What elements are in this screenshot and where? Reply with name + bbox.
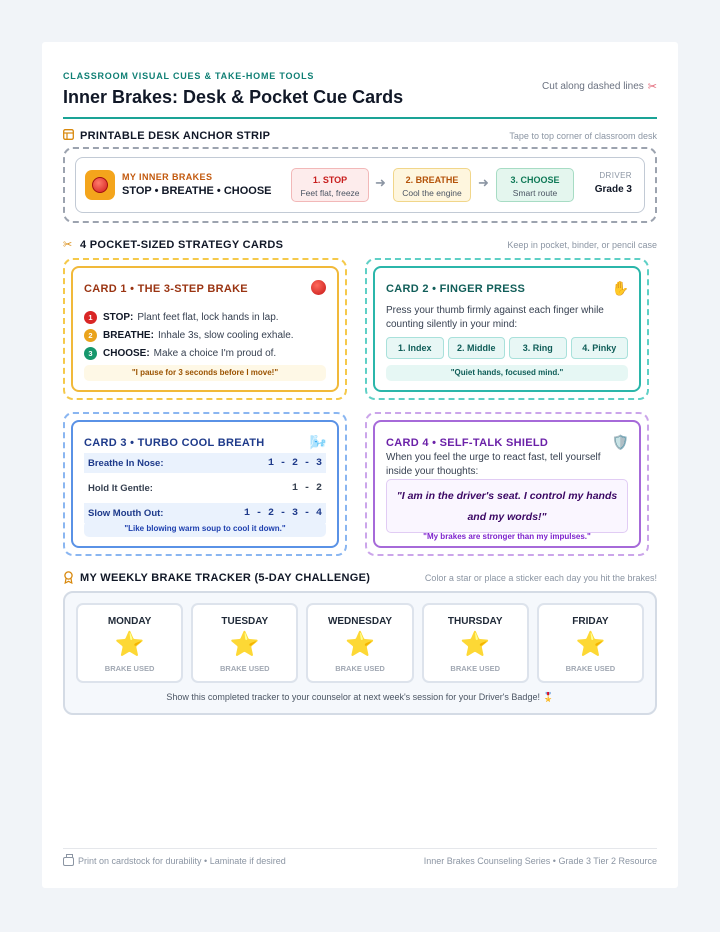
day-name: MONDAY — [107, 616, 152, 627]
card-3-cutline — [63, 412, 347, 556]
list-item — [84, 344, 327, 362]
anchor-section-header — [63, 129, 657, 145]
step-label: CHOOSE: — [103, 347, 150, 359]
day-sub: BRAKE USED — [335, 664, 385, 673]
list-item — [84, 326, 327, 344]
arrow-right-icon: ➜ — [478, 175, 489, 190]
page-title: Inner Brakes: Desk & Pocket Cue Cards — [63, 87, 404, 107]
card-quote: "Like blowing warm soup to cool it down." — [84, 521, 326, 537]
anchor-section-note: Tape to top corner of classroom desk — [509, 131, 657, 141]
star-icon[interactable]: ⭐ — [460, 631, 491, 658]
day-cell[interactable] — [76, 603, 183, 683]
step-title: 2. BREATHE — [405, 175, 459, 185]
scissors-icon: ✂ — [647, 81, 657, 93]
scissors-icon: ✂ — [63, 239, 73, 251]
tracker-section-note: Color a star or place a sticker each day you hit the brakes! — [424, 573, 657, 583]
driver-label: DRIVER — [599, 171, 632, 180]
award-icon — [63, 571, 75, 585]
finger-list — [386, 337, 628, 359]
finger-chip: 2. Middle — [448, 337, 506, 359]
printer-icon — [63, 857, 74, 866]
step-choose-box — [496, 168, 574, 202]
card-4 — [373, 420, 641, 548]
card-2-cutline — [365, 258, 649, 400]
card-title: CARD 2 • FINGER PRESS — [386, 283, 526, 295]
step-number: 3 — [84, 347, 97, 360]
star-icon[interactable]: ⭐ — [114, 631, 145, 658]
breath-label: Breathe In Nose: — [88, 457, 164, 469]
hand-icon: ✋ — [611, 280, 629, 296]
star-icon[interactable]: ⭐ — [575, 631, 606, 658]
day-list — [76, 603, 644, 683]
stop-sign-icon — [311, 280, 326, 295]
footer-right: Inner Brakes Counseling Series • Grade 3 Tier 2 Resource — [423, 856, 657, 866]
finger-chip: 3. Ring — [509, 337, 567, 359]
shield-icon: 🛡️ — [611, 434, 629, 450]
day-cell[interactable] — [537, 603, 644, 683]
day-cell[interactable] — [191, 603, 298, 683]
step-list — [84, 308, 327, 362]
card-4-cutline — [365, 412, 649, 556]
page-footer — [63, 848, 657, 874]
tracker-section-header — [63, 571, 657, 587]
cut-note-text: Cut along dashed lines — [542, 81, 644, 92]
step-title: 3. CHOOSE — [510, 175, 560, 185]
card-text: When you feel the urge to react fast, tell yourself inside your thoughts: — [386, 452, 601, 477]
anchor-strip — [75, 157, 645, 213]
step-subtitle: Feet flat, freeze — [300, 188, 360, 198]
card-title: CARD 1 • THE 3-STEP BRAKE — [84, 283, 248, 295]
finger-chip: 4. Pinky — [571, 337, 629, 359]
tracker-note: Show this completed tracker to your counselor at next week's session for your Driver's Badge! 🎖️ — [166, 692, 554, 702]
card-quote: "My brakes are stronger than my impulses." — [423, 532, 591, 541]
driver-grade: Grade 3 — [594, 184, 632, 195]
step-subtitle: Smart route — [512, 188, 558, 198]
day-sub: BRAKE USED — [450, 664, 500, 673]
list-item — [84, 308, 327, 326]
card-quote: "I pause for 3 seconds before I move!" — [84, 365, 326, 381]
step-text: Make a choice I'm proud of. — [153, 347, 277, 359]
finger-chip: 1. Index — [386, 337, 444, 359]
day-cell[interactable] — [422, 603, 529, 683]
anchor-section-title: PRINTABLE DESK ANCHOR STRIP — [80, 130, 271, 142]
cut-note — [542, 80, 657, 93]
tracker-section-title: MY WEEKLY BRAKE TRACKER (5-DAY CHALLENGE) — [80, 572, 371, 584]
card-title: CARD 4 • SELF-TALK SHIELD — [386, 437, 549, 449]
card-1 — [71, 266, 339, 392]
card-text: Press your thumb firmly against each finger while counting silently in your mind: — [386, 305, 604, 330]
breath-row — [84, 453, 326, 473]
card-2 — [373, 266, 641, 392]
step-breathe-box — [393, 168, 471, 202]
day-sub: BRAKE USED — [220, 664, 270, 673]
card-3 — [71, 420, 339, 548]
star-icon[interactable]: ⭐ — [345, 631, 375, 658]
anchor-strip-cutline — [63, 147, 657, 223]
day-name: FRIDAY — [572, 616, 609, 627]
footer-left — [63, 856, 286, 866]
step-label: BREATHE: — [103, 329, 154, 341]
step-number: 1 — [84, 311, 97, 324]
step-title: 1. STOP — [312, 175, 348, 185]
day-cell[interactable] — [306, 603, 413, 683]
card-1-cutline — [63, 258, 347, 400]
step-stop-box — [291, 168, 369, 202]
step-label: STOP: — [103, 311, 134, 323]
cards-section-header — [63, 238, 657, 254]
step-text: Inhale 3s, slow cooling exhale. — [157, 329, 294, 341]
breath-count: 1 - 2 - 3 - 4 — [243, 507, 322, 519]
breath-label: Hold It Gentle: — [88, 482, 153, 494]
step-number: 2 — [84, 329, 97, 342]
layout-icon — [63, 129, 75, 143]
driver-info — [595, 171, 632, 195]
cards-section-note: Keep in pocket, binder, or pencil case — [507, 240, 657, 250]
worksheet-page — [42, 42, 678, 888]
day-sub: BRAKE USED — [565, 664, 616, 673]
day-name: WEDNESDAY — [327, 616, 393, 627]
day-sub: BRAKE USED — [104, 664, 155, 673]
breath-label: Slow Mouth Out: — [88, 507, 164, 519]
arrow-right-icon: ➜ — [375, 175, 386, 190]
card-quote: "Quiet hands, focused mind." — [386, 365, 628, 381]
strip-label: MY INNER BRAKES — [122, 172, 213, 182]
step-text: Plant feet flat, lock hands in lap. — [137, 311, 279, 323]
card-title: CARD 3 • TURBO COOL BREATH — [84, 437, 265, 449]
day-name: THURSDAY — [447, 616, 503, 627]
strip-main-text: STOP • BREATHE • CHOOSE — [122, 185, 272, 197]
cards-section-title: 4 POCKET-SIZED STRATEGY CARDS — [80, 239, 284, 251]
self-talk-quote: "I am in the driver's seat. I control my hands and my words!" — [386, 479, 628, 533]
wind-icon: 🌬️ — [309, 434, 327, 450]
star-icon[interactable]: ⭐ — [229, 631, 260, 658]
weekly-tracker — [63, 591, 657, 715]
stop-sign-icon — [85, 170, 115, 200]
page-header — [63, 71, 657, 119]
breath-row — [84, 478, 326, 498]
footer-left-text: Print on cardstock for durability • Laminate if desired — [78, 856, 286, 866]
breath-count: 1 - 2 — [291, 482, 322, 494]
step-subtitle: Cool the engine — [402, 188, 462, 198]
breath-count: 1 - 2 - 3 — [267, 457, 322, 469]
day-name: TUESDAY — [221, 616, 269, 627]
eyebrow-label: CLASSROOM VISUAL CUES & TAKE-HOME TOOLS — [63, 71, 315, 81]
breath-row — [84, 503, 326, 523]
